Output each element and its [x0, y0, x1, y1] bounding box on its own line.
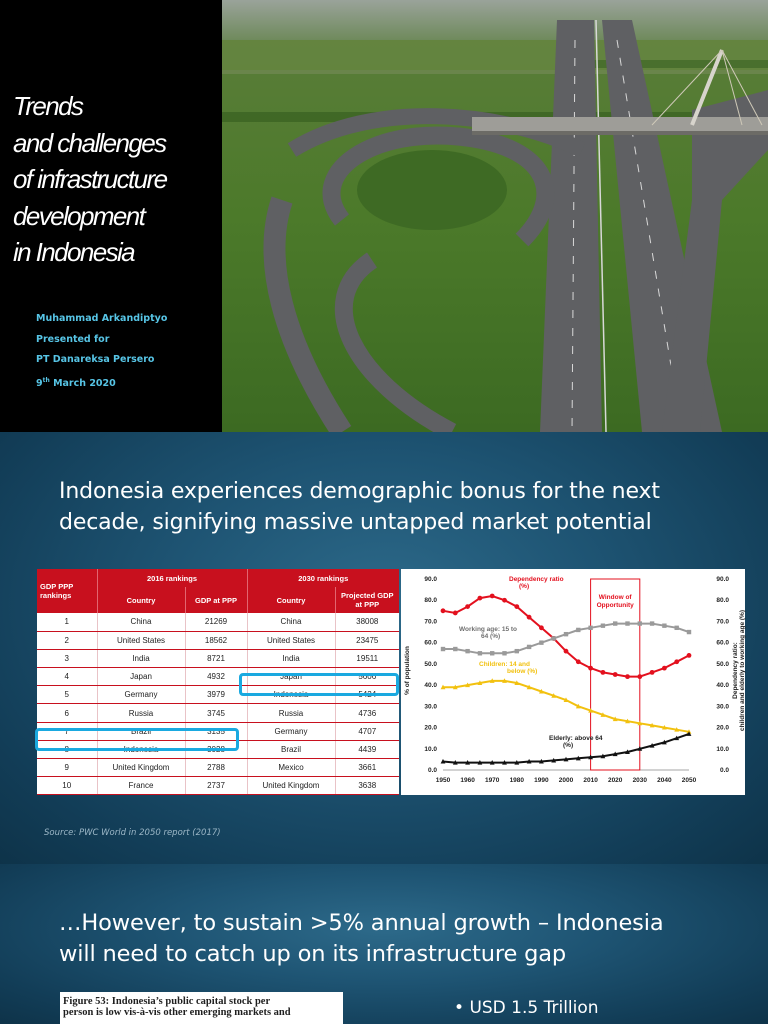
- table-cell-g2016: 3028: [185, 740, 247, 758]
- table-cell-g2016: 8721: [185, 649, 247, 667]
- data-point: [490, 651, 494, 655]
- table-cell-c2030: Russia: [247, 704, 335, 722]
- bullet-icon: •: [454, 998, 470, 1018]
- table-cell-c2030: United States: [247, 631, 335, 649]
- source-note: Source: PWC World in 2050 report (2017): [44, 828, 221, 838]
- data-point: [564, 649, 569, 654]
- table-subheader-gdp-2030: Projected GDP at PPP: [335, 587, 399, 613]
- y-tick-label-right: 80.0: [716, 597, 729, 605]
- data-point: [650, 621, 654, 625]
- x-tick-label: 2040: [657, 777, 672, 784]
- data-point: [687, 630, 691, 634]
- infrastructure-gap-slide: [0, 864, 768, 1024]
- dependency-chart-svg: [401, 569, 745, 795]
- data-point: [478, 651, 482, 655]
- table-cell-c2016: Germany: [97, 686, 185, 704]
- data-point: [650, 670, 655, 675]
- title-panel: [0, 0, 222, 432]
- data-point: [465, 604, 470, 609]
- table-cell-c2016: India: [97, 649, 185, 667]
- x-tick-label: 2050: [681, 777, 697, 784]
- series-label: Children: 14 and: [479, 661, 530, 668]
- y-tick-label-left: 0.0: [427, 767, 437, 774]
- date-day: 9: [36, 377, 43, 389]
- y-axis-title-right: Dependency ratio:: [732, 642, 739, 699]
- table-cell-g2030: 3638: [335, 777, 399, 795]
- table-cell-rank: 3: [37, 649, 97, 667]
- data-point: [539, 640, 543, 644]
- x-tick-label: 1970: [484, 777, 500, 784]
- heading-line: decade, signifying massive untapped market potential: [59, 510, 652, 535]
- x-tick-label: 2030: [632, 777, 648, 784]
- table-header-2030: 2030 rankings: [247, 569, 399, 587]
- y-tick-label-left: 40.0: [424, 682, 437, 690]
- table-subheader-gdp-2016: GDP at PPP: [185, 587, 247, 613]
- table-cell-c2016: Brazil: [97, 722, 185, 740]
- table-row: [37, 649, 399, 667]
- table-cell-c2016: China: [97, 613, 185, 631]
- figure-caption-line: Figure 53: Indonesia’s public capital stock per: [63, 996, 271, 1007]
- data-point: [453, 611, 458, 616]
- table-cell-g2016: 4932: [185, 668, 247, 686]
- dependency-ratio-chart: [401, 569, 745, 795]
- data-point: [576, 628, 580, 632]
- title-line: development: [13, 200, 145, 231]
- y-tick-label-right: 40.0: [716, 682, 729, 690]
- x-tick-label: 1980: [509, 777, 525, 784]
- presented-for-label: Presented for: [36, 333, 110, 345]
- table-cell-c2030: Brazil: [247, 740, 335, 758]
- data-point: [539, 625, 544, 630]
- demographic-slide: [0, 432, 768, 864]
- data-point: [564, 632, 568, 636]
- data-point: [478, 596, 483, 601]
- heading-line: will need to catch up on its infrastructure gap: [59, 941, 567, 967]
- y-tick-label-left: 80.0: [424, 597, 437, 605]
- table-row: [37, 613, 399, 631]
- data-point: [441, 608, 446, 613]
- table-cell-rank: 7: [37, 722, 97, 740]
- table-cell-rank: 2: [37, 631, 97, 649]
- table-row: [37, 759, 399, 777]
- table-cell-g2016: 21269: [185, 613, 247, 631]
- x-tick-label: 2020: [607, 777, 623, 784]
- table-cell-c2030: Germany: [247, 722, 335, 740]
- date-rest: March 2020: [49, 377, 116, 389]
- data-point: [687, 653, 692, 658]
- highway-interchange-photo: [222, 0, 768, 432]
- table-cell-rank: 8: [37, 740, 97, 758]
- indonesia-2030-highlight: [239, 673, 399, 696]
- table-cell-rank: 1: [37, 613, 97, 631]
- table-cell-c2030: India: [247, 649, 335, 667]
- table-cell-rank: 9: [37, 759, 97, 777]
- y-tick-label-right: 50.0: [716, 660, 729, 668]
- window-label: Window of: [598, 594, 632, 601]
- y-tick-label-left: 10.0: [424, 745, 437, 753]
- data-point: [662, 623, 666, 627]
- figure-caption-card: [60, 992, 343, 1032]
- table-cell-rank: 4: [37, 668, 97, 686]
- table-cell-c2030: Indonesia: [247, 686, 335, 704]
- series-label: 64 (%): [481, 633, 501, 640]
- data-point: [514, 604, 519, 609]
- table-cell-c2030: China: [247, 613, 335, 631]
- table-row: [37, 631, 399, 649]
- title-line: of infrastructure: [13, 164, 167, 194]
- data-point: [662, 666, 667, 671]
- bullet-text: USD 1.5 Trillion: [469, 998, 599, 1018]
- data-point: [490, 594, 495, 599]
- table-cell-c2016: France: [97, 777, 185, 795]
- title-line: Trends: [13, 91, 83, 121]
- heading-line: Indonesia experiences demographic bonus for the next: [59, 479, 660, 504]
- table-row: [37, 777, 399, 795]
- table-cell-g2030: 5424: [335, 686, 399, 704]
- slide-heading: [59, 476, 660, 538]
- y-axis-title-left: % of population: [404, 646, 411, 695]
- table-cell-g2030: 19511: [335, 649, 399, 667]
- series-label: Elderly: above 64: [549, 735, 603, 742]
- table-subheader-country-2016: Country: [97, 587, 185, 613]
- table-cell-rank: 5: [37, 686, 97, 704]
- series-label: Dependency ratio: [509, 576, 564, 583]
- y-tick-label-right: 20.0: [716, 724, 729, 732]
- table-cell-c2016: Russia: [97, 704, 185, 722]
- presenter-info: [36, 309, 167, 394]
- table-cell-g2016: 18562: [185, 631, 247, 649]
- gdp-ranking-table: [37, 569, 399, 795]
- y-tick-label-left: 50.0: [424, 660, 437, 668]
- table-header-2016: 2016 rankings: [97, 569, 247, 587]
- table-cell-g2016: 3135: [185, 722, 247, 740]
- data-point: [576, 659, 581, 664]
- data-point: [674, 659, 679, 664]
- data-point: [588, 626, 592, 630]
- bullet-point: [454, 998, 599, 1018]
- y-axis-title-right: children and elderly to working age (%): [739, 610, 746, 731]
- y-tick-label-right: 0.0: [719, 767, 729, 774]
- y-tick-label-right: 10.0: [716, 745, 729, 753]
- y-tick-label-left: 60.0: [424, 639, 437, 647]
- x-tick-label: 2000: [558, 777, 574, 784]
- data-point: [502, 651, 506, 655]
- table-cell-rank: 10: [37, 777, 97, 795]
- y-tick-label-right: 90.0: [716, 576, 729, 583]
- indonesia-2016-highlight: [35, 728, 239, 751]
- presentation-date: [36, 371, 167, 395]
- table-cell-c2016: Japan: [97, 668, 185, 686]
- x-tick-label: 1960: [460, 777, 475, 784]
- x-tick-label: 2010: [583, 777, 598, 784]
- data-point: [453, 647, 457, 651]
- y-tick-label-left: 90.0: [424, 576, 437, 583]
- data-point: [625, 674, 630, 679]
- table-cell-c2016: United Kingdom: [97, 759, 185, 777]
- data-point: [675, 626, 679, 630]
- data-point: [613, 621, 617, 625]
- data-point: [613, 672, 618, 677]
- table-cell-g2030: 23475: [335, 631, 399, 649]
- data-point: [638, 621, 642, 625]
- y-tick-label-left: 20.0: [424, 724, 437, 732]
- data-point: [637, 674, 642, 679]
- date-suffix: th: [42, 376, 50, 384]
- title-slide: [0, 0, 768, 432]
- data-point: [625, 621, 629, 625]
- title-line: in Indonesia: [13, 237, 135, 267]
- y-tick-label-left: 30.0: [424, 703, 437, 711]
- data-point: [527, 615, 532, 620]
- slide-heading: [59, 908, 663, 970]
- table-cell-g2030: 3661: [335, 759, 399, 777]
- x-tick-label: 1990: [534, 777, 549, 784]
- data-point: [552, 636, 556, 640]
- table-cell-g2016: 3745: [185, 704, 247, 722]
- title-line: and challenges: [13, 127, 166, 158]
- y-tick-label-left: 70.0: [424, 618, 437, 626]
- x-tick-label: 1950: [435, 777, 451, 784]
- table-cell-c2030: Mexico: [247, 759, 335, 777]
- table-cell-g2016: 2737: [185, 777, 247, 795]
- table-cell-c2016: Indonesia: [97, 740, 185, 758]
- data-point: [601, 670, 606, 675]
- figure-caption-line: person is low vis-à-vis other emerging markets and: [63, 1007, 291, 1018]
- data-point: [515, 649, 519, 653]
- heading-line: …However, to sustain >5% annual growth – Indonesia: [59, 910, 664, 936]
- data-point: [502, 598, 507, 603]
- table-header-rankings: GDP PPP rankings: [37, 569, 97, 613]
- table-cell-c2016: United States: [97, 631, 185, 649]
- table-cell-g2016: 2788: [185, 759, 247, 777]
- y-tick-label-right: 30.0: [716, 703, 729, 711]
- y-tick-label-right: 60.0: [716, 639, 729, 647]
- table-cell-g2030: 4707: [335, 722, 399, 740]
- data-point: [465, 649, 469, 653]
- table-cell-g2030: 38008: [335, 613, 399, 631]
- organization-name: PT Danareksa Persero: [36, 354, 155, 365]
- figure-caption: [60, 992, 343, 1018]
- table-subheader-country-2030: Country: [247, 587, 335, 613]
- table-cell-g2030: 4439: [335, 740, 399, 758]
- table-cell-c2030: Japan: [247, 668, 335, 686]
- table-row: [37, 704, 399, 722]
- table-cell-rank: 6: [37, 704, 97, 722]
- series-label: below (%): [507, 668, 538, 675]
- data-point: [588, 666, 593, 671]
- y-tick-label-right: 70.0: [716, 618, 729, 626]
- data-point: [527, 645, 531, 649]
- author-name: Muhammad Arkandiptyo: [36, 313, 168, 324]
- window-label: Opportunity: [596, 602, 634, 609]
- data-point: [601, 623, 605, 627]
- table-cell-g2016: 3979: [185, 686, 247, 704]
- series-label: (%): [519, 583, 530, 590]
- series-label: Working age: 15 to: [459, 626, 518, 633]
- slide-title: [13, 88, 218, 271]
- table-cell-c2030: United Kingdom: [247, 777, 335, 795]
- series-label: (%): [563, 742, 574, 749]
- table-cell-g2030: 4736: [335, 704, 399, 722]
- table-cell-g2030: 5606: [335, 668, 399, 686]
- data-point: [441, 647, 445, 651]
